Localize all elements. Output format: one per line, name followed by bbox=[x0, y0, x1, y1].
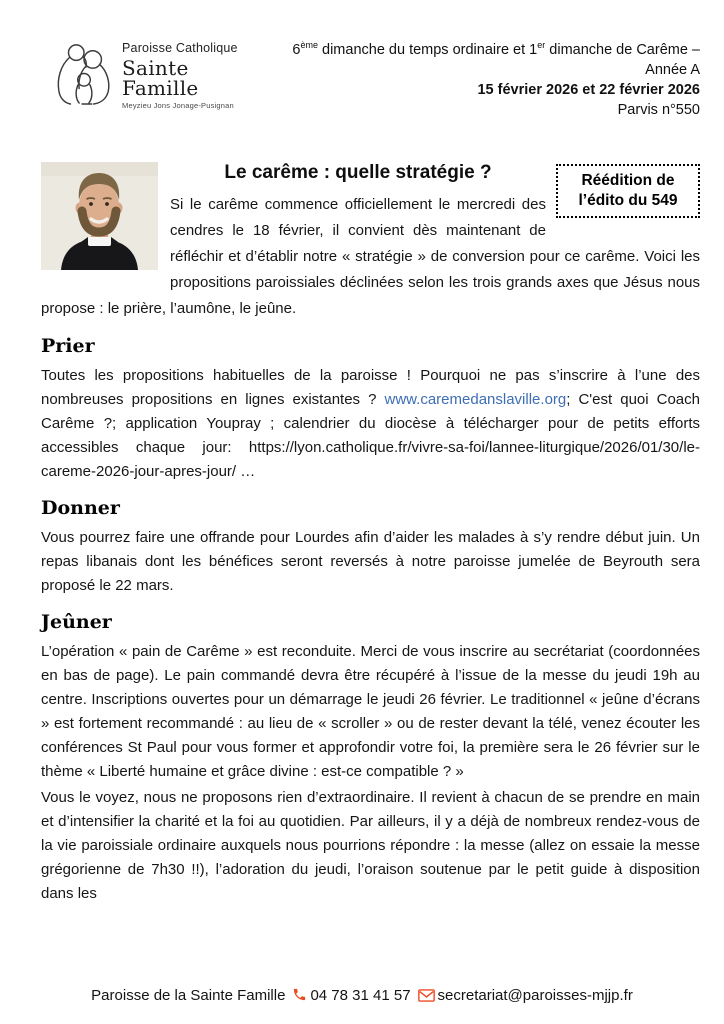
careme-dans-la-ville-link[interactable]: www.caremedanslaville.org bbox=[384, 391, 567, 408]
page-header bbox=[41, 40, 700, 120]
parish-logo-text bbox=[122, 42, 260, 109]
issue-number: Parvis n°550 bbox=[617, 102, 700, 118]
reissue-line-2: l’édito du 549 bbox=[578, 192, 678, 209]
donner-paragraph: Vous pourrez faire une offrande pour Lourdes afin d’aider les malades à s’y rendre début juin. Un repas libanais dont les bénéfices seront reversés à notre paroisse jumelée de Beyrouth sera proposé le 22 mars. bbox=[41, 529, 700, 594]
section-heading-donner: Donner bbox=[41, 497, 120, 519]
parish-logo bbox=[53, 40, 260, 111]
prier-text-after-link: ; C'est quoi Coach Carême ?; application Youpray ; calendrier du diocèse à télécharger pour de petits efforts accessibles chaque jour: https://lyon.catholique.fr/vivre-sa-foi/lannee-liturgique/2026/01/30/le-careme-2026-jour-apres-jour/ … bbox=[41, 391, 700, 480]
jeuner-paragraph: L’opération « pain de Carême » est reconduite. Merci de vous inscrire au secrétariat (coordonnées en bas de page). Le pain commandé devra être récupéré à l’issue de la messe du jeudi 19h au centre. Inscriptions ouvertes pour un démarrage le jeudi 26 février. Le traditionnel « jeûne d’écrans » est fortement recommandé : au lieu de « scroller » ou de rester devant la télé, venez écouter les conférences St Paul pour vous former et approfondir votre foi, la première sera le 26 février sur le thème « Liberté humaine et grâce divine : est-ce compatible ? » bbox=[41, 643, 700, 780]
priest-photo bbox=[41, 162, 158, 270]
section-heading-prier: Prier bbox=[41, 335, 95, 357]
intro-paragraph: Si le carême commence officiellement le mercredi des cendres le 18 février, il convient dès maintenant de réfléchir et d’établir notre « stratégie » de conversion pour ce carême. Voici les propositions paroissiales déclinées selon les trois grands axes que Jésus nous propose : le prière, l’aumône, le jeûne. bbox=[41, 196, 700, 317]
edition-info bbox=[260, 40, 700, 120]
section-heading-jeuner: Jeûner bbox=[41, 611, 112, 633]
reissue-line-1: Réédition de bbox=[581, 172, 675, 189]
logo-line-2: Sainte Famille bbox=[122, 55, 199, 100]
page-footer bbox=[0, 987, 724, 1004]
envelope-icon bbox=[411, 987, 438, 1004]
ordinal-sup: ème bbox=[300, 40, 318, 51]
closing-paragraph: Vous le voyez, nous ne proposons rien d’extraordinaire. Il revient à chacun de se prendre en main et d’intensifier la charité et la foi au quotidien. Par ailleurs, il y a déjà de nombreux rendez-vous de la vie paroissiale ordinaire auxquels nous pourrions répondre : la messe (allez on essaie la messe grégorienne de 7h30 !!), l’adoration du jeudi, l’oraison soutenue par le petit guide à disposition dans les bbox=[41, 789, 700, 902]
edito-article bbox=[41, 162, 700, 906]
footer-email: secretariat@paroisses-mjjp.fr bbox=[437, 987, 633, 1004]
reissue-badge bbox=[556, 164, 700, 218]
holy-family-logo-icon bbox=[53, 40, 115, 111]
logo-line-3: Meyzieu Jons Jonage-Pusignan bbox=[122, 100, 234, 110]
edition-dates: 15 février 2026 et 22 février 2026 bbox=[477, 82, 700, 98]
footer-phone-number: 04 78 31 41 57 bbox=[310, 987, 411, 1004]
logo-line-1: Paroisse Catholique bbox=[122, 41, 238, 55]
prier-text-before-link: Toutes les propositions habituelles de la paroisse ! Pourquoi ne pas s’inscrire à l’une des nombreuses propositions en lignes existantes ? bbox=[41, 367, 700, 408]
footer-parish-name: Paroisse de la Sainte Famille bbox=[91, 987, 286, 1004]
phone-icon bbox=[285, 987, 310, 1004]
article-title: Le carême : quelle stratégie ? bbox=[224, 162, 492, 183]
prier-paragraph bbox=[41, 364, 700, 484]
ordinal-sup: er bbox=[537, 40, 546, 51]
sunday-title: 6ème dimanche du temps ordinaire et 1er dimanche de Carême – Année A bbox=[292, 40, 700, 78]
